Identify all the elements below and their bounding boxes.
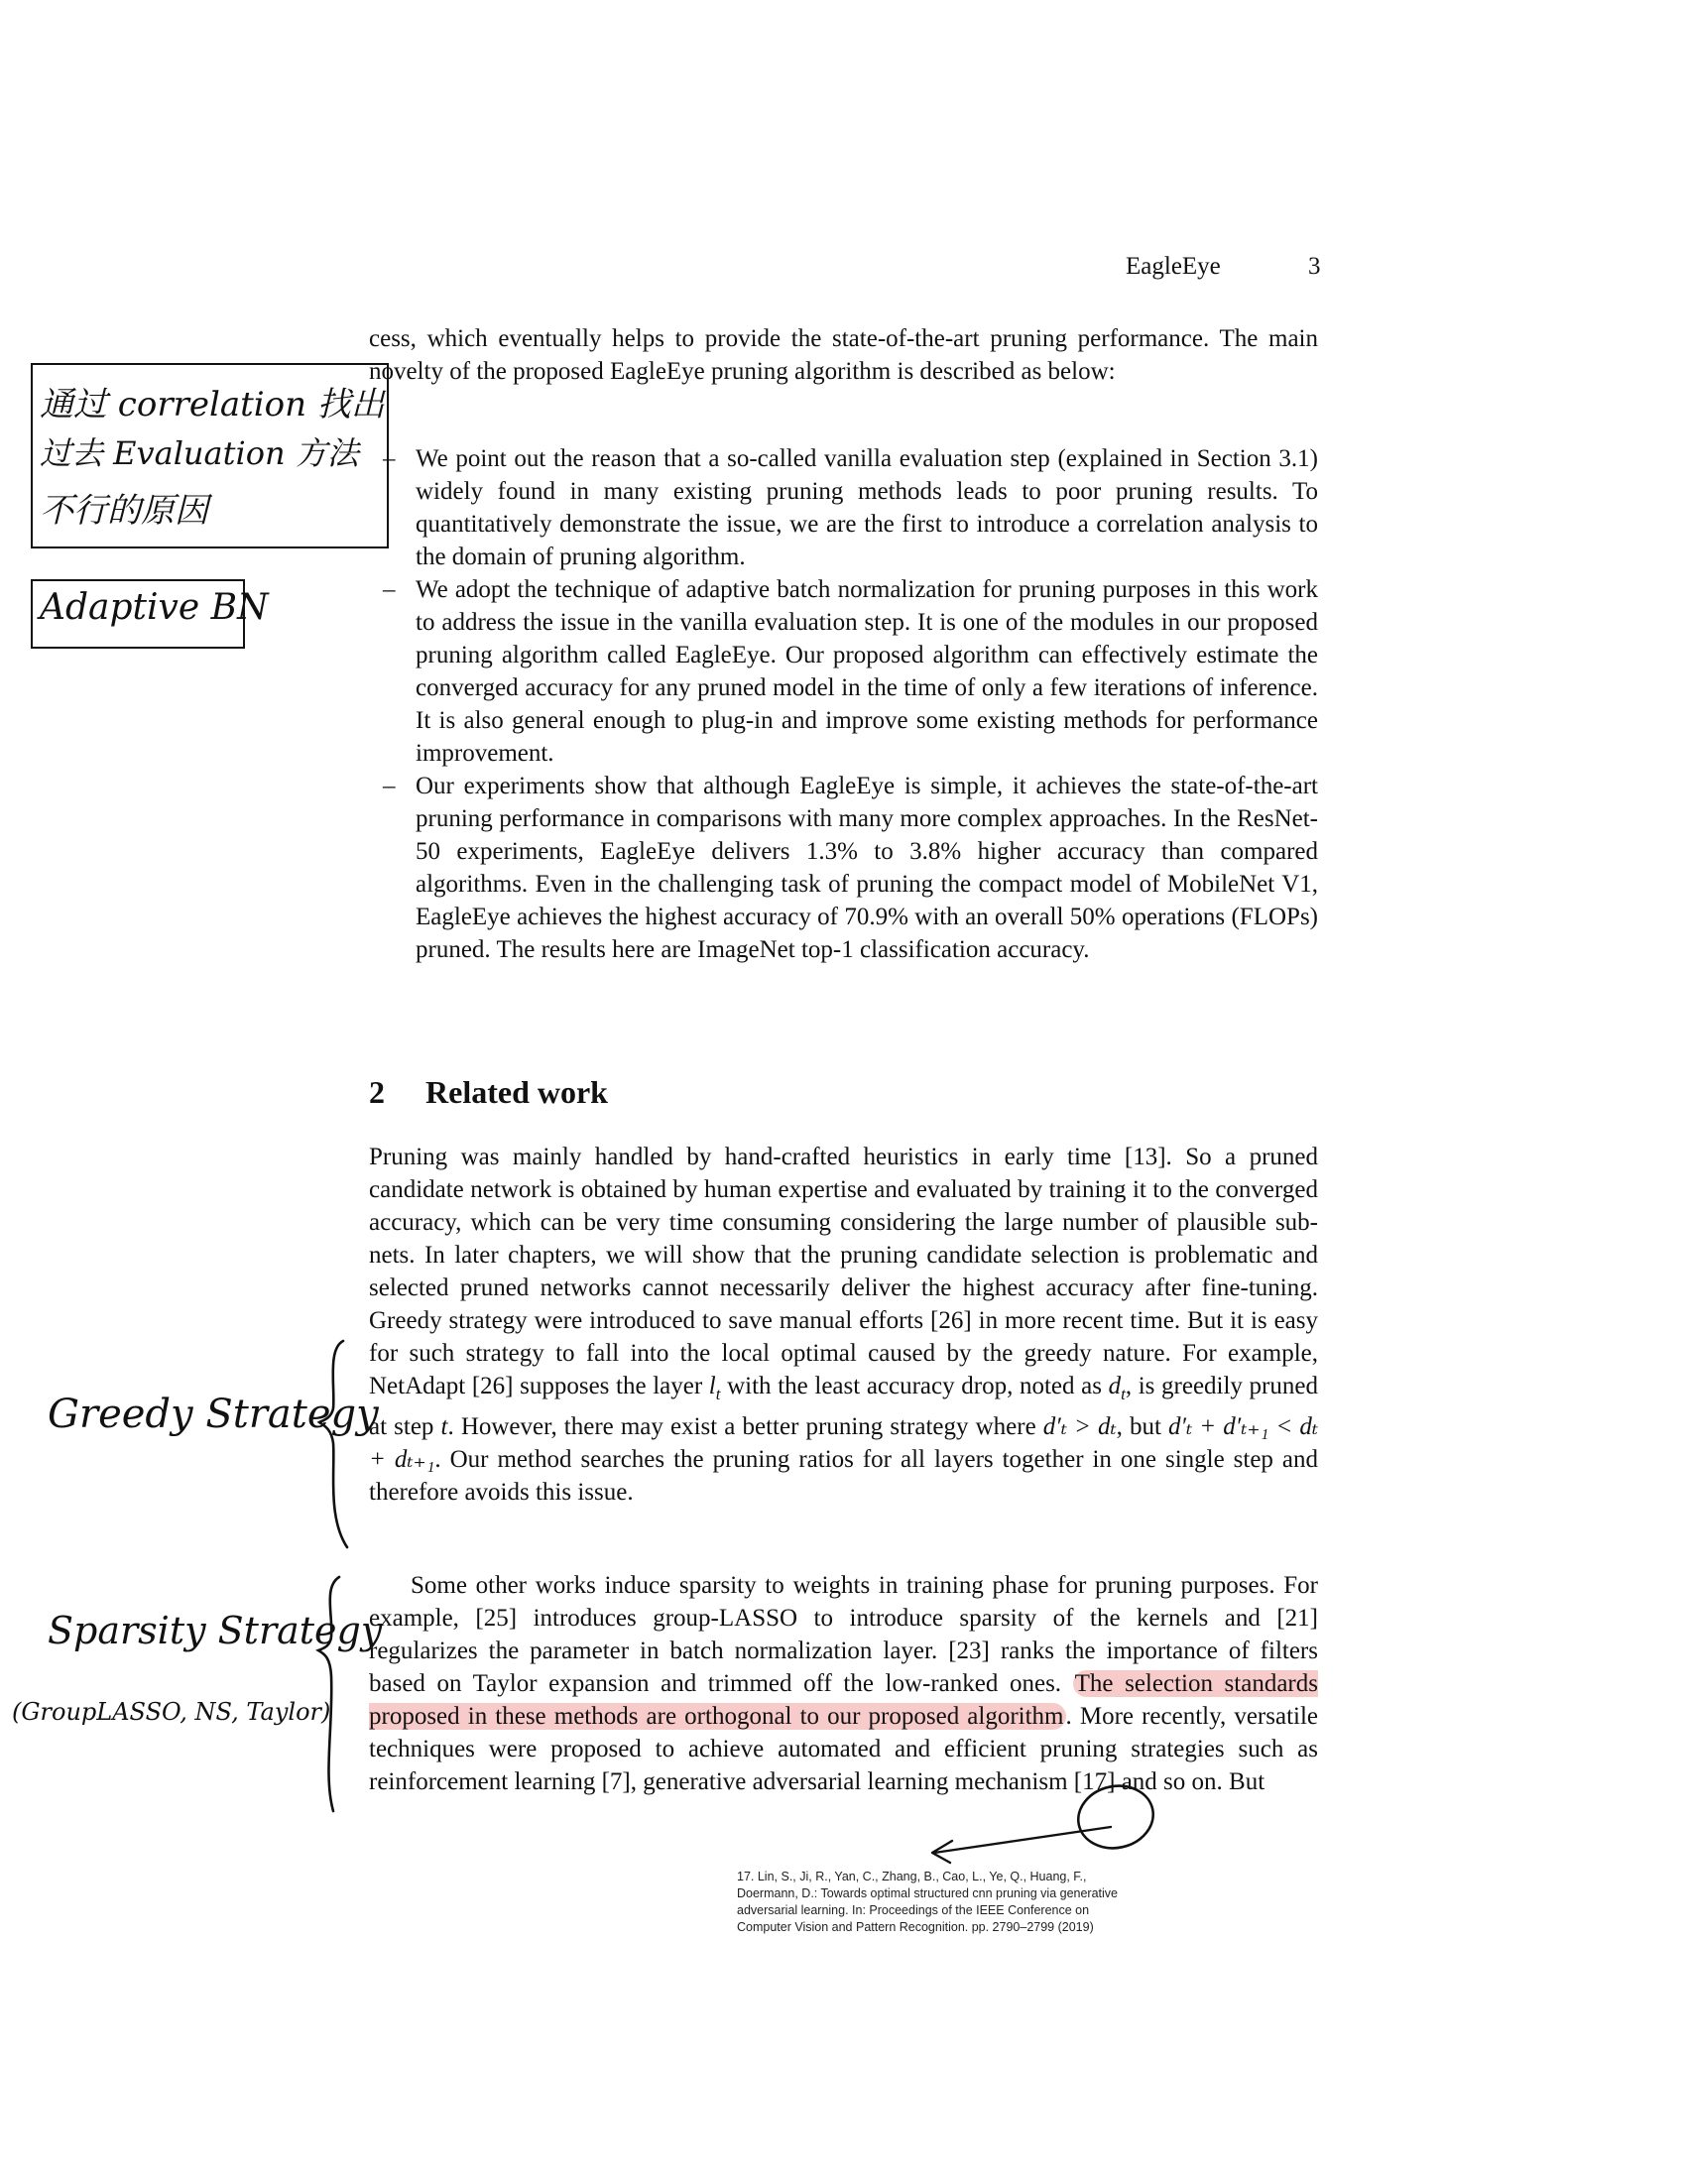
list-bullet: – bbox=[383, 576, 396, 603]
brace-icon bbox=[319, 1341, 347, 1547]
handwritten-note: Sparsity Strategy bbox=[48, 1609, 383, 1652]
math-var: t bbox=[440, 1413, 448, 1440]
contribution-item bbox=[369, 573, 1318, 770]
contributions-list bbox=[369, 442, 1318, 966]
handwritten-note: (GroupLASSO, NS, Taylor) bbox=[12, 1698, 331, 1726]
text-run: , but bbox=[1116, 1413, 1169, 1440]
text-run: Some other works induce sparsity to weights in training phase for pruning purposes. For example, [25] introduces group-LASSO to introduce sparsity of the kernels and [21] regularizes the parameter in batch normalization layer. [23] ranks the importance of filters based on Taylor expansion and trimmed off the low-ranked ones. bbox=[369, 1572, 1318, 1697]
text-run: . However, there may exist a better pruning strategy where bbox=[447, 1413, 1043, 1440]
math-var: d bbox=[1108, 1373, 1122, 1399]
math-inequality: d′ₜ > dₜ bbox=[1042, 1413, 1117, 1440]
highlighted-text[interactable]: The selection standards proposed in these methods are orthogonal to our proposed algorithm bbox=[369, 1670, 1318, 1730]
text-run: , is greedily pruned at step bbox=[369, 1373, 1318, 1440]
arrowhead-icon bbox=[932, 1841, 952, 1863]
text-run: . Our method searches the pruning ratios for all layers together in one single step and therefore avoids this issue. bbox=[369, 1446, 1319, 1506]
citation-link-17[interactable]: [17] bbox=[1073, 1768, 1116, 1795]
text-run: with the least accuracy drop, noted as bbox=[720, 1373, 1109, 1399]
text-run: and so on. But bbox=[1115, 1768, 1265, 1795]
text-run: . More recently, versatile techniques were proposed to achieve automated and efficient pruning strategies such as reinforcement learning [7], generative adversarial learning mechanism bbox=[369, 1703, 1318, 1795]
contribution-item bbox=[369, 442, 1318, 573]
section-heading bbox=[369, 1074, 608, 1111]
contribution-item bbox=[369, 770, 1318, 966]
handwritten-note: 不行的原因 bbox=[40, 491, 208, 531]
contribution-text: We point out the reason that a so-called vanilla evaluation step (explained in Section 3.1) widely found in many existing pruning methods leads to poor pruning results. To quantitatively demonstrate the issue, we are the first to introduce a correlation analysis to the domain of pruning algorithm. bbox=[416, 445, 1318, 570]
list-bullet: – bbox=[383, 773, 396, 799]
math-var: l bbox=[708, 1373, 716, 1399]
math-sub: t bbox=[715, 1385, 721, 1403]
contribution-text: We adopt the technique of adaptive batch normalization for pruning purposes in this work to address the issue in the vanilla evaluation step. It is one of the modules in our proposed pruning algorithm called EagleEye. Our proposed algorithm can effectively estimate the converged accuracy for any pruned model in the time of only a few iterations of inference. It is also general enough to plug-in and improve some existing methods for performance improvement. bbox=[416, 576, 1318, 767]
handwritten-note: 通过 correlation 找出 bbox=[40, 385, 385, 425]
running-title: EagleEye bbox=[1126, 253, 1221, 280]
text-run: Pruning was mainly handled by hand-crafted heuristics in early time [13]. So a pruned candidate network is obtained by human expertise and evaluated by training it to the converged accuracy, which can be very time consuming considering the large number of plausible sub-nets. In later chapters, we will show that the pruning candidate selection is problematic and selected pruned networks cannot necessarily deliver the highest accuracy after fine-tuning. Greedy strategy were introduced to save manual efforts [26] in more recent time. But it is easy for such strategy to fall into the local optimal caused by the greedy nature. For example, NetAdapt [26] supposes the layer bbox=[369, 1144, 1318, 1399]
handwritten-note: Greedy Strategy bbox=[48, 1392, 379, 1437]
related-work-paragraph-1 bbox=[369, 1141, 1318, 1509]
page-number: 3 bbox=[1308, 253, 1321, 280]
math-inequality: d′ₜ + d′ₜ₊₁ < dₜ + dₜ₊₁ bbox=[369, 1413, 1318, 1473]
reference-popup: 17. Lin, S., Ji, R., Yan, C., Zhang, B., Cao, L., Ye, Q., Huang, F., Doermann, D.: Towards optimal structured cnn pruning via generative adversarial learning. In: Proceedings of the IEEE Conference on Computer Vision and Pattern Recognition. pp. 2790–2799 (2019) bbox=[737, 1870, 1118, 1934]
math-sub: t bbox=[1121, 1385, 1126, 1403]
contribution-text: Our experiments show that although EagleEye is simple, it achieves the state-of-the-art pruning performance in comparisons with many more complex approaches. In the ResNet-50 experiments, EagleEye delivers 1.3% to 3.8% higher accuracy than compared algorithms. Even in the challenging task of pruning the compact model of MobileNet V1, EagleEye achieves the highest accuracy of 70.9% with an overall 50% operations (FLOPs) pruned. The results here are ImageNet top-1 classification accuracy. bbox=[416, 773, 1318, 963]
section-title: Related work bbox=[425, 1074, 608, 1110]
section-number: 2 bbox=[369, 1074, 385, 1110]
handwritten-note: 过去 Evaluation 方法 bbox=[40, 434, 359, 472]
handwritten-note: Adaptive BN bbox=[40, 587, 269, 628]
intro-paragraph: cess, which eventually helps to provide the state-of-the-art pruning performance. The main novelty of the proposed EagleEye pruning algorithm is described as below: bbox=[369, 325, 1318, 385]
related-work-paragraph-2 bbox=[369, 1569, 1318, 1798]
list-bullet: – bbox=[383, 445, 396, 472]
arrow-line-icon bbox=[934, 1827, 1111, 1853]
